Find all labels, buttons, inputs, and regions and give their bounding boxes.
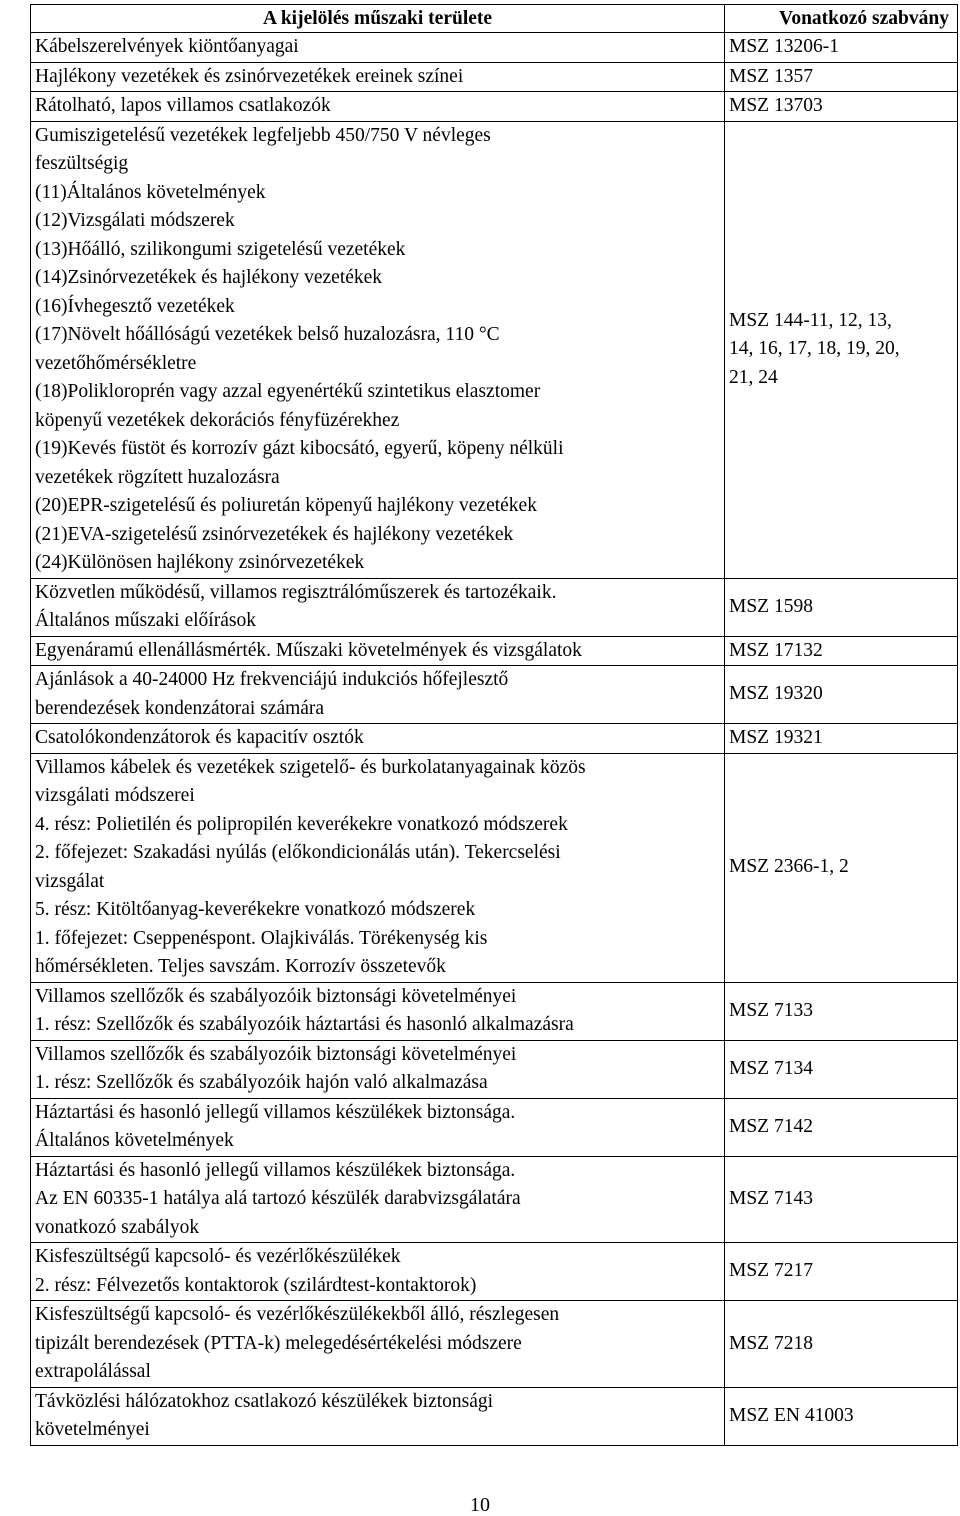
technical-area-cell	[31, 1387, 725, 1445]
standard-cell	[725, 1040, 958, 1098]
technical-area-line: feszültségig	[35, 153, 129, 174]
standard-line: 21, 24	[729, 366, 778, 388]
technical-area-line: Ajánlások a 40-24000 Hz frekvenciájú indukciós hőfejlesztő	[35, 669, 509, 690]
standard-line: MSZ 7142	[729, 1115, 813, 1137]
table-row	[31, 578, 958, 636]
table-row	[31, 33, 958, 63]
standard-cell	[725, 636, 958, 666]
technical-area-line: (11)Általános követelmények	[35, 181, 266, 203]
header-technical-area: A kijelölés műszaki területe	[31, 5, 725, 33]
technical-area-line: (13)Hőálló, szilikongumi szigetelésű vezetékek	[35, 238, 406, 260]
technical-area-line: 2. rész: Félvezetős kontaktorok (szilárdtest-kontaktorok)	[35, 1274, 477, 1296]
technical-area-line: vonatkozó szabályok	[35, 1216, 200, 1238]
table-row	[31, 982, 958, 1040]
technical-area-line: (19)Kevés füstöt és korrozív gázt kibocsátó, egyerű, köpeny nélküli	[35, 438, 564, 459]
technical-area-cell	[31, 121, 725, 578]
technical-area-line: Egyenáramú ellenállásmérték. Műszaki követelmények és vizsgálatok	[35, 639, 582, 661]
table-row	[31, 1387, 958, 1445]
table-row	[31, 62, 958, 92]
standard-line: MSZ 7143	[729, 1188, 813, 1209]
technical-area-cell	[31, 1243, 725, 1301]
table-row	[31, 724, 958, 754]
table-row	[31, 1301, 958, 1388]
technical-area-line: Kábelszerelvények kiöntőanyagai	[35, 36, 299, 57]
standard-line: MSZ 7217	[729, 1260, 813, 1282]
standard-cell	[725, 121, 958, 578]
technical-area-line: 4. rész: Polietilén és polipropilén keverékekre vonatkozó módszerek	[35, 813, 568, 835]
technical-area-line: Kisfeszültségű kapcsoló- és vezérlőkészülékekből álló, részlegesen	[35, 1304, 560, 1325]
technical-area-cell	[31, 92, 725, 122]
standard-line: MSZ 19320	[729, 683, 823, 705]
standard-line: 14, 16, 17, 18, 19, 20,	[729, 338, 900, 360]
standard-line: MSZ 1357	[729, 65, 813, 87]
technical-area-line: Kisfeszültségű kapcsoló- és vezérlőkészülékek	[35, 1246, 401, 1267]
technical-area-line: Általános műszaki előírások	[35, 610, 256, 631]
technical-area-line: vizsgálat	[35, 870, 105, 892]
technical-area-cell	[31, 982, 725, 1040]
table-row	[31, 636, 958, 666]
standards-table	[30, 4, 958, 1446]
technical-area-line: (24)Különösen hajlékony zsinórvezetékek	[35, 552, 365, 573]
table-row	[31, 753, 958, 982]
standard-cell	[725, 62, 958, 92]
standard-cell	[725, 1387, 958, 1445]
technical-area-line: (14)Zsinórvezetékek és hajlékony vezetékek	[35, 267, 383, 288]
technical-area-line: tipizált berendezések (PTTA-k) melegedésértékelési módszere	[35, 1332, 522, 1354]
standard-line: MSZ 17132	[729, 639, 823, 661]
technical-area-line: köpenyű vezetékek dekorációs fényfüzérekhez	[35, 409, 400, 431]
table-row	[31, 121, 958, 578]
standard-cell	[725, 1243, 958, 1301]
technical-area-line: vezetőhőmérsékletre	[35, 352, 197, 374]
technical-area-line: követelményei	[35, 1419, 150, 1440]
standard-line: MSZ 19321	[729, 727, 823, 748]
technical-area-line: (16)Ívhegesztő vezetékek	[35, 295, 235, 317]
technical-area-line: (17)Növelt hőállóságú vezetékek belső huzalozásra, 110 °C	[35, 324, 500, 345]
technical-area-cell	[31, 666, 725, 724]
table-row	[31, 1040, 958, 1098]
standard-line: MSZ 1598	[729, 595, 813, 617]
standard-cell	[725, 578, 958, 636]
technical-area-line: Villamos szellőzők és szabályozóik biztonsági követelményei	[35, 1043, 517, 1065]
technical-area-line: Csatolókondenzátorok és kapacitív osztók	[35, 727, 364, 748]
technical-area-cell	[31, 753, 725, 982]
table-row	[31, 666, 958, 724]
standard-cell	[725, 1301, 958, 1388]
technical-area-line: vizsgálati módszerei	[35, 785, 195, 806]
standard-line: MSZ 13703	[729, 95, 823, 116]
technical-area-line: (21)EVA-szigetelésű zsinórvezetékek és hajlékony vezetékek	[35, 523, 514, 545]
technical-area-line: Az EN 60335-1 hatálya alá tartozó készülék darabvizsgálatára	[35, 1188, 521, 1209]
technical-area-line: (18)Polikloroprén vagy azzal egyenértékű szintetikus elasztomer	[35, 381, 541, 402]
technical-area-cell	[31, 1098, 725, 1156]
technical-area-line: Háztartási és hasonló jellegű villamos készülékek biztonsága.	[35, 1159, 516, 1181]
technical-area-cell	[31, 1156, 725, 1243]
technical-area-line: 1. rész: Szellőzők és szabályozóik hajón való alkalmazása	[35, 1072, 488, 1093]
technical-area-cell	[31, 724, 725, 754]
table-row	[31, 1243, 958, 1301]
standard-line: MSZ 7218	[729, 1332, 813, 1354]
technical-area-cell	[31, 1040, 725, 1098]
technical-area-cell	[31, 33, 725, 63]
table-header-row	[31, 5, 958, 33]
standard-cell	[725, 33, 958, 63]
table-row	[31, 1098, 958, 1156]
technical-area-cell	[31, 62, 725, 92]
standard-cell	[725, 1156, 958, 1243]
technical-area-cell	[31, 636, 725, 666]
page-number: 10	[470, 1494, 490, 1516]
standard-line: MSZ 144-11, 12, 13,	[729, 309, 892, 331]
technical-area-line: Közvetlen működésű, villamos regisztrálóműszerek és tartozékaik.	[35, 581, 557, 603]
standard-line: MSZ EN 41003	[729, 1404, 854, 1426]
technical-area-line: 1. rész: Szellőzők és szabályozóik háztartási és hasonló alkalmazásra	[35, 1014, 574, 1035]
standard-line: MSZ 2366-1, 2	[729, 856, 849, 878]
technical-area-line: Villamos kábelek és vezetékek szigetelő- és burkolatanyagainak közös	[35, 756, 586, 778]
header-standard: Vonatkozó szabvány	[725, 5, 958, 33]
technical-area-line: Általános követelmények	[35, 1130, 234, 1151]
standard-cell	[725, 753, 958, 982]
technical-area-line: Hajlékony vezetékek és zsinórvezetékek ereinek színei	[35, 65, 464, 87]
technical-area-line: (20)EPR-szigetelésű és poliuretán köpenyű hajlékony vezetékek	[35, 495, 537, 516]
table-body	[31, 33, 958, 1446]
technical-area-line: 2. főfejezet: Szakadási nyúlás (előkondicionálás után). Tekercselési	[35, 842, 561, 863]
technical-area-line: vezetékek rögzített huzalozásra	[35, 466, 280, 488]
technical-area-line: Rátolható, lapos villamos csatlakozók	[35, 95, 331, 116]
standard-cell	[725, 92, 958, 122]
standard-cell	[725, 1098, 958, 1156]
technical-area-line: hőmérsékleten. Teljes savszám. Korrozív összetevők	[35, 956, 446, 977]
technical-area-cell	[31, 1301, 725, 1388]
technical-area-line: Háztartási és hasonló jellegű villamos készülékek biztonsága.	[35, 1101, 516, 1123]
technical-area-cell	[31, 578, 725, 636]
technical-area-line: berendezések kondenzátorai számára	[35, 697, 325, 719]
standard-cell	[725, 724, 958, 754]
standard-line: MSZ 13206-1	[729, 36, 839, 57]
technical-area-line: 1. főfejezet: Cseppenéspont. Olajkiválás. Törékenység kis	[35, 927, 488, 949]
standard-cell	[725, 982, 958, 1040]
standard-cell	[725, 666, 958, 724]
technical-area-line: 5. rész: Kitöltőanyag-keverékekre vonatkozó módszerek	[35, 899, 476, 920]
technical-area-line: (12)Vizsgálati módszerek	[35, 210, 235, 231]
technical-area-line: Gumiszigetelésű vezetékek legfeljebb 450/750 V névleges	[35, 124, 491, 146]
technical-area-line: extrapolálással	[35, 1361, 151, 1382]
standard-line: MSZ 7133	[729, 999, 813, 1021]
standard-line: MSZ 7134	[729, 1057, 813, 1079]
technical-area-line: Villamos szellőzők és szabályozóik biztonsági követelményei	[35, 985, 517, 1007]
technical-area-line: Távközlési hálózatokhoz csatlakozó készülékek biztonsági	[35, 1390, 494, 1412]
table-row	[31, 92, 958, 122]
table-row	[31, 1156, 958, 1243]
